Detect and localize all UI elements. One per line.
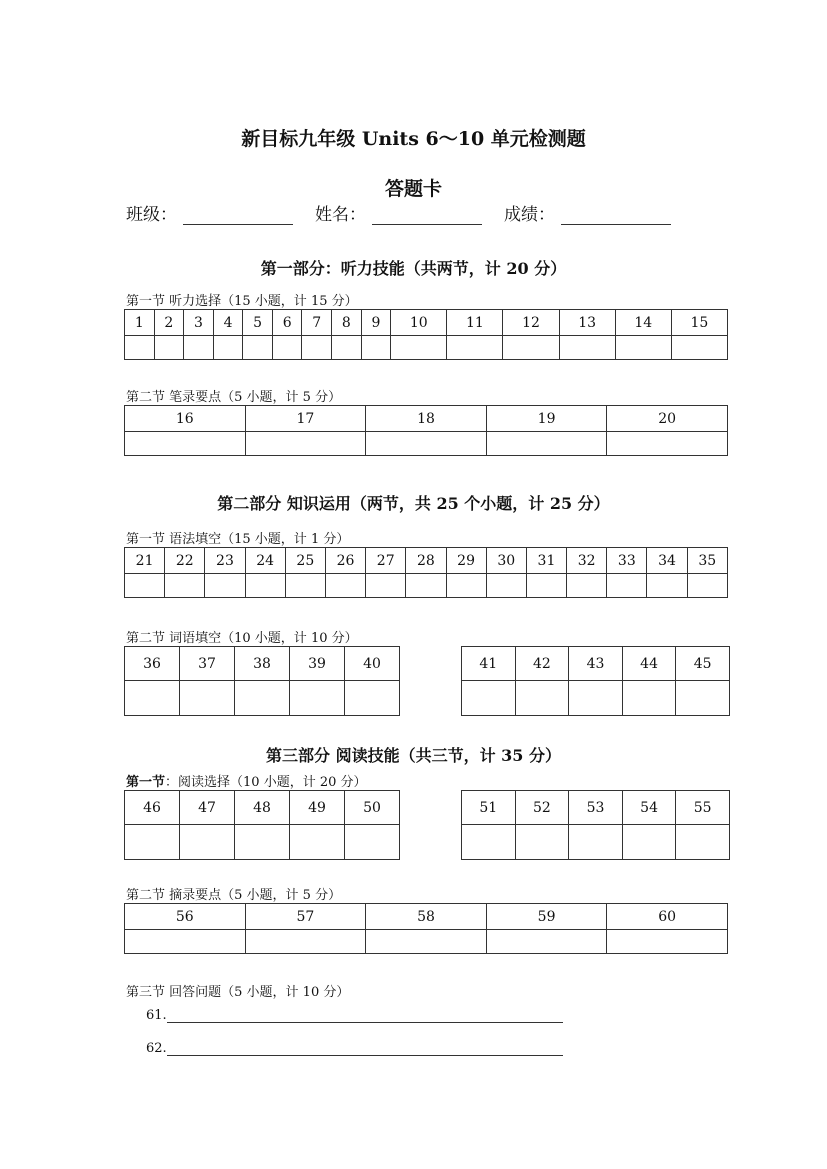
q-number: 39 bbox=[290, 647, 345, 681]
q-number: 53 bbox=[569, 791, 623, 825]
answer-cell[interactable] bbox=[180, 681, 235, 716]
name-field[interactable] bbox=[315, 200, 482, 225]
answer-row bbox=[125, 681, 400, 716]
number-row bbox=[125, 406, 728, 432]
q-number: 30 bbox=[486, 548, 526, 574]
answer-cell[interactable] bbox=[622, 825, 676, 860]
q-number: 26 bbox=[325, 548, 365, 574]
q-number: 34 bbox=[647, 548, 687, 574]
answer-cell[interactable] bbox=[290, 681, 345, 716]
q-number: 11 bbox=[447, 310, 503, 336]
number-row bbox=[125, 791, 400, 825]
q-number: 13 bbox=[559, 310, 615, 336]
q-number: 58 bbox=[366, 904, 487, 930]
q-number: 16 bbox=[125, 406, 246, 432]
q-number: 8 bbox=[332, 310, 362, 336]
answer-cell[interactable] bbox=[526, 574, 566, 598]
part3-sec2-label: 第二节 摘录要点（5 小题，计 5 分） bbox=[126, 888, 342, 903]
q-number: 55 bbox=[676, 791, 730, 825]
q-number: 52 bbox=[515, 791, 569, 825]
q-number: 54 bbox=[622, 791, 676, 825]
answer-cell[interactable] bbox=[345, 825, 400, 860]
q-number: 38 bbox=[235, 647, 290, 681]
answer-cell[interactable] bbox=[366, 432, 487, 456]
answer-cell[interactable] bbox=[361, 336, 391, 360]
q61-blank[interactable] bbox=[167, 1010, 563, 1023]
answer-row bbox=[125, 930, 728, 954]
answer-cell[interactable] bbox=[607, 432, 728, 456]
answer-cell[interactable] bbox=[607, 574, 647, 598]
q-number: 41 bbox=[462, 647, 516, 681]
part2-sec2-right-table bbox=[461, 646, 730, 716]
answer-cell[interactable] bbox=[125, 336, 155, 360]
number-row bbox=[125, 904, 728, 930]
answer-cell[interactable] bbox=[446, 574, 486, 598]
part3-sec2-table bbox=[124, 903, 728, 954]
q-number: 24 bbox=[245, 548, 285, 574]
answer-cell[interactable] bbox=[486, 432, 607, 456]
number-row bbox=[125, 310, 728, 336]
answer-cell[interactable] bbox=[615, 336, 671, 360]
answer-cell[interactable] bbox=[567, 574, 607, 598]
q-number: 48 bbox=[235, 791, 290, 825]
q-number: 49 bbox=[290, 791, 345, 825]
q-number: 47 bbox=[180, 791, 235, 825]
student-info-row bbox=[126, 200, 693, 225]
q-number: 37 bbox=[180, 647, 235, 681]
answer-cell[interactable] bbox=[325, 574, 365, 598]
q-number: 20 bbox=[607, 406, 728, 432]
answer-cell[interactable] bbox=[687, 574, 727, 598]
answer-cell[interactable] bbox=[345, 681, 400, 716]
answer-cell[interactable] bbox=[205, 574, 245, 598]
answer-cell[interactable] bbox=[285, 574, 325, 598]
q-number: 7 bbox=[302, 310, 332, 336]
part1-sec1-label: 第一节 听力选择（15 小题，计 15 分） bbox=[126, 294, 358, 309]
answer-cell[interactable] bbox=[462, 681, 516, 716]
name-label: 姓名： bbox=[315, 205, 366, 225]
answer-row bbox=[462, 825, 730, 860]
q-number: 3 bbox=[184, 310, 214, 336]
answer-cell[interactable] bbox=[486, 574, 526, 598]
number-row bbox=[125, 548, 728, 574]
part3-sec3-label: 第三节 回答问题（5 小题，计 10 分） bbox=[126, 985, 350, 1000]
q-number: 40 bbox=[345, 647, 400, 681]
q-number: 1 bbox=[125, 310, 155, 336]
part3-sec1-label bbox=[126, 771, 367, 790]
name-blank[interactable] bbox=[372, 208, 482, 225]
q62-label: 62. bbox=[146, 1041, 167, 1056]
q-number: 6 bbox=[272, 310, 302, 336]
q-number: 9 bbox=[361, 310, 391, 336]
answer-cell[interactable] bbox=[180, 825, 235, 860]
score-blank[interactable] bbox=[561, 208, 671, 225]
answer-cell[interactable] bbox=[302, 336, 332, 360]
answer-cell[interactable] bbox=[125, 930, 246, 954]
answer-cell[interactable] bbox=[486, 930, 607, 954]
q-number: 25 bbox=[285, 548, 325, 574]
q-number: 10 bbox=[391, 310, 447, 336]
q-number: 5 bbox=[243, 310, 273, 336]
answer-cell[interactable] bbox=[245, 930, 366, 954]
answer-cell[interactable] bbox=[607, 930, 728, 954]
part1-sec2-table bbox=[124, 405, 728, 456]
q-number: 19 bbox=[486, 406, 607, 432]
q61-label: 61. bbox=[146, 1008, 167, 1023]
class-field[interactable] bbox=[126, 200, 293, 225]
answer-cell[interactable] bbox=[235, 825, 290, 860]
answer-cell[interactable] bbox=[391, 336, 447, 360]
answer-cell[interactable] bbox=[235, 681, 290, 716]
q-number: 46 bbox=[125, 791, 180, 825]
answer-cell[interactable] bbox=[622, 681, 676, 716]
part1-sec2-label: 第二节 笔录要点（5 小题，计 5 分） bbox=[126, 390, 342, 405]
q-number: 50 bbox=[345, 791, 400, 825]
q-number: 59 bbox=[486, 904, 607, 930]
answer-cell[interactable] bbox=[559, 336, 615, 360]
answer-sheet-subtitle: 答题卡 bbox=[384, 178, 442, 200]
answer-cell[interactable] bbox=[332, 336, 362, 360]
answer-cell[interactable] bbox=[569, 825, 623, 860]
answer-cell[interactable] bbox=[569, 681, 623, 716]
q-number: 51 bbox=[462, 791, 516, 825]
answer-cell[interactable] bbox=[125, 681, 180, 716]
q-number: 21 bbox=[125, 548, 165, 574]
answer-cell[interactable] bbox=[366, 930, 487, 954]
answer-cell[interactable] bbox=[671, 336, 727, 360]
q-number: 22 bbox=[165, 548, 205, 574]
q-number: 23 bbox=[205, 548, 245, 574]
answer-row bbox=[125, 825, 400, 860]
answer-row bbox=[125, 574, 728, 598]
q-number: 33 bbox=[607, 548, 647, 574]
q-number: 43 bbox=[569, 647, 623, 681]
number-row bbox=[125, 647, 400, 681]
part3-sec1-right-table bbox=[461, 790, 730, 860]
q-number: 15 bbox=[671, 310, 727, 336]
answer-cell[interactable] bbox=[125, 825, 180, 860]
answer-cell[interactable] bbox=[184, 336, 214, 360]
q-number: 36 bbox=[125, 647, 180, 681]
answer-cell[interactable] bbox=[213, 336, 243, 360]
part2-sec1-label: 第一节 语法填空（15 小题，计 1 分） bbox=[126, 532, 350, 547]
score-label: 成绩： bbox=[504, 205, 555, 225]
answer-cell[interactable] bbox=[272, 336, 302, 360]
answer-cell[interactable] bbox=[676, 681, 730, 716]
q-number: 4 bbox=[213, 310, 243, 336]
answer-cell[interactable] bbox=[245, 432, 366, 456]
q-number: 60 bbox=[607, 904, 728, 930]
q-number: 31 bbox=[526, 548, 566, 574]
q-number: 45 bbox=[676, 647, 730, 681]
answer-cell[interactable] bbox=[462, 825, 516, 860]
part2-sec2-left-table bbox=[124, 646, 400, 716]
score-field[interactable] bbox=[504, 200, 671, 225]
answer-cell[interactable] bbox=[647, 574, 687, 598]
q-number: 35 bbox=[687, 548, 727, 574]
answer-cell[interactable] bbox=[515, 681, 569, 716]
answer-line-61[interactable] bbox=[146, 1008, 563, 1023]
q-number: 17 bbox=[245, 406, 366, 432]
q-number: 42 bbox=[515, 647, 569, 681]
part3-heading: 第三部分 阅读技能（共三节，计 35 分） bbox=[266, 746, 561, 765]
class-label: 班级： bbox=[126, 205, 177, 225]
page-title: 新目标九年级 Units 6～10 单元检测题 bbox=[241, 128, 586, 150]
answer-cell[interactable] bbox=[154, 336, 184, 360]
number-row bbox=[462, 791, 730, 825]
answer-cell[interactable] bbox=[243, 336, 273, 360]
part1-sec1-table bbox=[124, 309, 728, 360]
answer-row bbox=[125, 432, 728, 456]
answer-cell[interactable] bbox=[125, 574, 165, 598]
q-number: 32 bbox=[567, 548, 607, 574]
q-number: 28 bbox=[406, 548, 446, 574]
q-number: 14 bbox=[615, 310, 671, 336]
answer-cell[interactable] bbox=[447, 336, 503, 360]
q-number: 44 bbox=[622, 647, 676, 681]
answer-cell[interactable] bbox=[245, 574, 285, 598]
q-number: 18 bbox=[366, 406, 487, 432]
answer-cell[interactable] bbox=[165, 574, 205, 598]
q-number: 27 bbox=[366, 548, 406, 574]
answer-cell[interactable] bbox=[503, 336, 559, 360]
part3-sec1-label-rest: ：阅读选择（10 小题，计 20 分） bbox=[165, 775, 367, 790]
answer-cell[interactable] bbox=[515, 825, 569, 860]
answer-cell[interactable] bbox=[406, 574, 446, 598]
answer-cell[interactable] bbox=[290, 825, 345, 860]
q-number: 12 bbox=[503, 310, 559, 336]
q62-blank[interactable] bbox=[167, 1043, 563, 1056]
part1-heading: 第一部分：听力技能（共两节，计 20 分） bbox=[260, 259, 567, 278]
answer-row bbox=[125, 336, 728, 360]
answer-line-62[interactable] bbox=[146, 1041, 563, 1056]
class-blank[interactable] bbox=[183, 208, 293, 225]
answer-row bbox=[462, 681, 730, 716]
q-number: 2 bbox=[154, 310, 184, 336]
q-number: 56 bbox=[125, 904, 246, 930]
answer-cell[interactable] bbox=[676, 825, 730, 860]
q-number: 57 bbox=[245, 904, 366, 930]
part2-heading: 第二部分 知识运用（两节，共 25 个小题，计 25 分） bbox=[217, 494, 610, 513]
answer-cell[interactable] bbox=[125, 432, 246, 456]
q-number: 29 bbox=[446, 548, 486, 574]
part3-sec1-label-bold: 第一节 bbox=[126, 775, 166, 790]
part3-sec1-left-table bbox=[124, 790, 400, 860]
part2-sec2-label: 第二节 词语填空（10 小题，计 10 分） bbox=[126, 631, 358, 646]
answer-cell[interactable] bbox=[366, 574, 406, 598]
part2-sec1-table bbox=[124, 547, 728, 598]
number-row bbox=[462, 647, 730, 681]
